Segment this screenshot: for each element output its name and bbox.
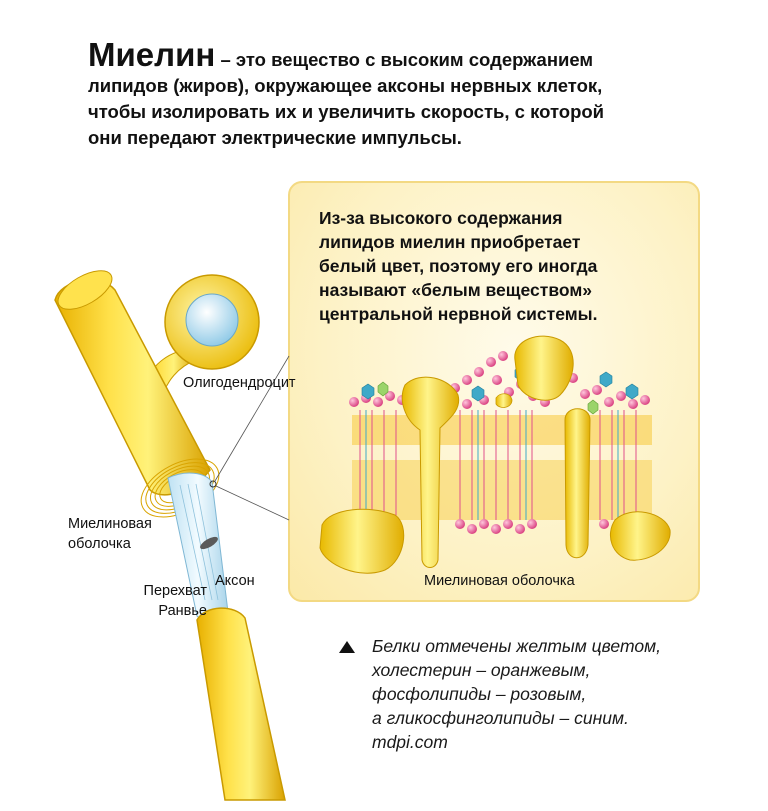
- protein-bottom-left: [320, 509, 404, 573]
- protein-bottom-right: [610, 512, 670, 560]
- label-node-line-1: Перехват: [143, 583, 207, 599]
- panel-caption: Миелиновая оболочка: [424, 573, 575, 589]
- membrane-illustration: [320, 336, 670, 573]
- panel-line-3: белый цвет, поэтому его иногда: [319, 256, 598, 276]
- label-myelin-sheath-line-2: оболочка: [68, 536, 131, 552]
- panel-line-4: называют «белым веществом»: [319, 280, 593, 300]
- definition-line-4: они передают электрические импульсы.: [88, 127, 462, 148]
- panel-line-2: липидов миелин приобретает: [319, 232, 581, 252]
- definition-line-2: липидов (жиров), окружающее аксоны нервных клеток,: [88, 75, 603, 96]
- legend: [372, 634, 752, 754]
- lower-myelin-segment: [197, 608, 285, 800]
- legend-line-2: холестерин – оранжевым,: [372, 660, 591, 680]
- definition-line-1: – это вещество с высоким содержанием: [215, 49, 594, 70]
- label-node-line-2: Ранвье: [158, 603, 207, 619]
- cholesterol-rings: [352, 415, 652, 520]
- label-myelin-sheath-line-1: Миелиновая: [68, 516, 152, 532]
- legend-triangle-icon: [339, 641, 355, 653]
- label-oligodendrocyte: Олигодендроцит: [183, 375, 296, 391]
- label-axon: Аксон: [215, 573, 255, 589]
- protein-top-center: [515, 336, 573, 400]
- protein-right-tall: [565, 409, 590, 558]
- label-myelin-sheath: [68, 514, 152, 554]
- panel-line-1: Из-за высокого содержания: [319, 208, 563, 228]
- legend-line-3: фосфолипиды – розовым,: [372, 684, 587, 704]
- panel-description: [319, 206, 679, 326]
- protein-small-top: [496, 394, 512, 408]
- definition-line-3: чтобы изолировать их и увеличить скорость, с которой: [88, 101, 605, 122]
- panel-line-5: центральной нервной системы.: [319, 304, 598, 324]
- label-node-of-ranvier: [122, 581, 207, 621]
- term-myelin: Миелин: [88, 36, 216, 73]
- legend-line-1: Белки отмечены желтым цветом,: [372, 636, 661, 656]
- callout-line-lower: [216, 486, 289, 520]
- oligodendrocyte-nucleus: [186, 294, 238, 346]
- legend-line-4: а гликосфинголипиды – синим.: [372, 708, 629, 728]
- legend-source: mdpi.com: [372, 732, 448, 752]
